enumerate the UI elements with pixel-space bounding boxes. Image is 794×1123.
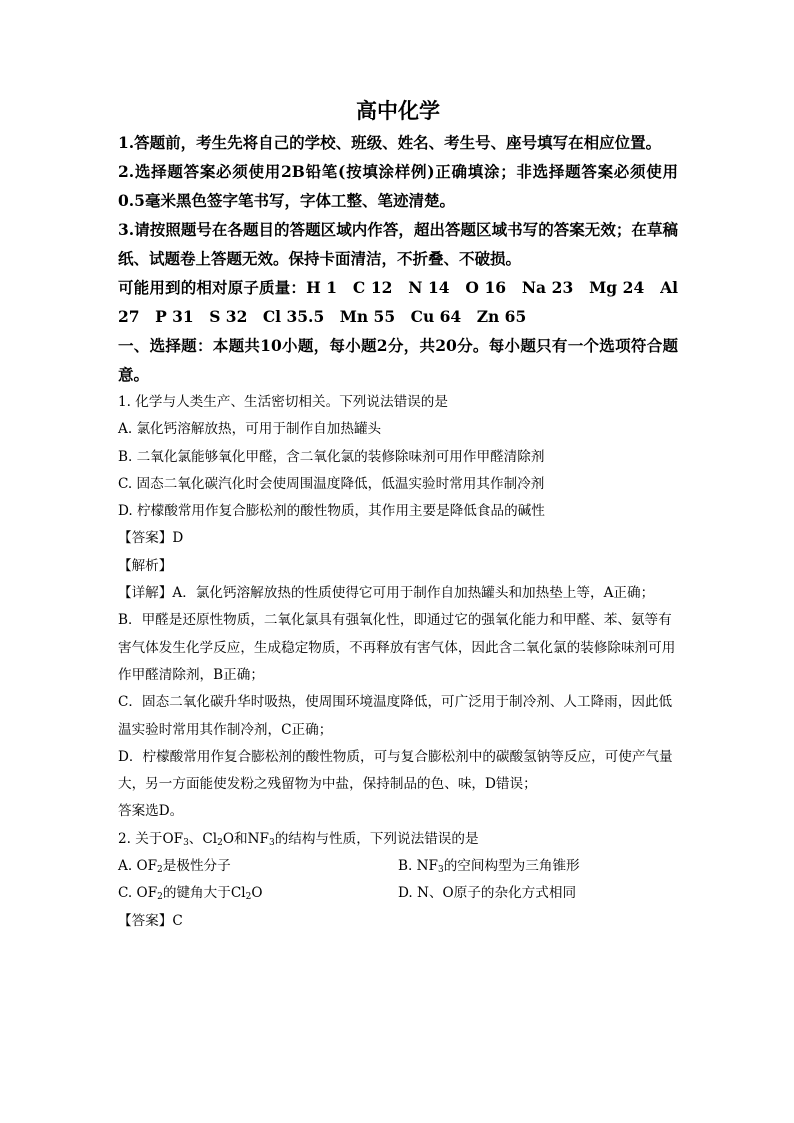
section-heading: 一、选择题：本题共10小题，每小题2分，共20分。每小题只有一个选项符合题意。 (118, 336, 678, 384)
instruction-1: 1.答题前，考生先将自己的学校、班级、姓名、考生号、座号填写在相应位置。 (118, 133, 662, 152)
page-title: 高中化学 (356, 98, 440, 123)
question-1-stem: 1. 化学与人类生产、生活密切相关。下列说法错误的是 (118, 394, 448, 410)
document-page (118, 96, 678, 935)
question-1-option-b: B. 二氧化氯能够氧化甲醛，含二氧化氯的装修除味剂可用作甲醛清除剂 (118, 448, 545, 465)
question-1-option-d: D. 柠檬酸常用作复合膨松剂的酸性物质，其作用主要是降低食品的碱性 (118, 503, 545, 520)
question-2-stem: 2. 关于$OF_3$、$Cl_2O$和$NF_3$的结构与性质，下列说法错误的是 (118, 830, 479, 848)
question-2-option-a: A. $OF_2$是极性分子 (118, 858, 231, 876)
question-1-detail-b: B．甲醛是还原性物质，二氧化氯具有强氧化性，即通过它的强氧化能力和甲醛、苯、氨等有害气体发生化学反应，生成稳定物质，不再释放有害气体，因此含二氧化氯的装修除味剂可用作甲醛清除剂，B正确； (118, 612, 676, 683)
question-1-answer: 【答案】D (118, 530, 184, 547)
instruction-3: 3.请按照题号在各题目的答题区域内作答，超出答题区域书写的答案无效；在草稿纸、试题卷上答题无效。保持卡面清洁，不折叠、不破损。 (118, 220, 678, 268)
question-1-analysis-label: 【解析】 (118, 557, 173, 574)
question-1-conclusion: 答案选D。 (118, 803, 184, 820)
question-1-detail-a: 【详解】A．氯化钙溶解放热的性质使得它可用于制作自加热罐头和加热垫上等，A正确； (118, 585, 655, 602)
question-1-option-c: C. 固态二氧化碳汽化时会使周围温度降低，低温实验时常用其作制冷剂 (118, 475, 545, 492)
question-2-answer: 【答案】C (118, 912, 183, 929)
question-2-option-b: B. $NF_3$的空间构型为三角锥形 (398, 858, 580, 876)
question-2-options-row-2 (118, 880, 678, 907)
question-1-detail-d: D．柠檬酸常用作复合膨松剂的酸性物质，可与复合膨松剂中的碳酸氢钠等反应，可使产气量大，另一方面能使发粉之残留物为中盐，保持制品的色、味，D错误； (118, 748, 673, 793)
question-2-option-c: C. $OF_2$的键角大于$Cl_2O$ (118, 885, 263, 903)
question-2-option-d: D. N、O原子的杂化方式相同 (398, 885, 577, 902)
question-1-option-a: A. 氯化钙溶解放热，可用于制作自加热罐头 (118, 421, 382, 438)
atomic-masses: 可能用到的相对原子质量：H 1 C 12 N 14 O 16 Na 23 Mg 24 Al 27 P 31 S 32 Cl 35.5 Mn 55 Cu 64 Zn 65 (118, 278, 678, 326)
question-1-detail-c: C．固态二氧化碳升华时吸热，使周围环境温度降低，可广泛用于制冷剂、人工降雨，因此低温实验时常用其作制冷剂，C正确； (118, 694, 673, 738)
instruction-2: 2.选择题答案必须使用2B铅笔(按填涂样例)正确填涂；非选择题答案必须使用0.5毫米黑色签字笔书写，字体工整、笔迹清楚。 (118, 162, 678, 210)
question-2-options-row-1 (118, 853, 678, 880)
